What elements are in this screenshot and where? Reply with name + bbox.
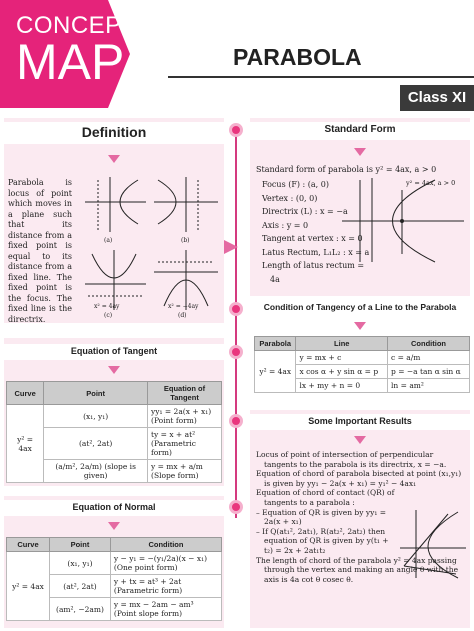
list-item: Locus of point of intersection of perpendicular tangents to the parabola is its directrix, x = −a. — [256, 450, 447, 469]
fig-eq-d: x² = −4ay — [168, 303, 199, 310]
table-cell: ln = am² — [388, 379, 470, 393]
tangent-heading: Equation of Tangent — [70, 346, 158, 356]
connector-dot — [229, 123, 243, 137]
table-row — [7, 552, 222, 575]
table-cell: (x₁, y₁) — [44, 405, 148, 428]
standard-form-heading: Standard Form — [324, 124, 396, 135]
fig-label-a: (a) — [104, 237, 113, 244]
table-cell: y² = 4ax — [7, 405, 44, 483]
table-cell: x cos α + y sin α = p — [296, 365, 388, 379]
parabola-figures — [80, 172, 222, 320]
definition-heading: Definition — [81, 124, 147, 140]
tangency-table — [254, 336, 470, 393]
fig-eq-c: x² = 4ay — [94, 303, 120, 310]
down-arrow-icon — [354, 436, 366, 444]
list-item: Axis : y = 0 — [262, 220, 309, 230]
tangent-table — [6, 381, 222, 483]
table-cell: (at², 2at) — [50, 575, 111, 598]
results-heading: Some Important Results — [308, 416, 412, 426]
standard-form-fig-caption: y² = 4ax, a > 0 — [406, 179, 456, 187]
table-header: Curve — [7, 538, 50, 552]
table-cell: y + tx = at³ + 2at (Parametric form) — [110, 575, 221, 598]
table-header: Point — [44, 382, 148, 405]
table-cell: c = a/m — [388, 351, 470, 365]
list-item: Equation of chord of contact (QR) of tangents to a parabola : — [256, 488, 395, 507]
table-cell: y = mx + c — [296, 351, 388, 365]
table-header: Equation of Tangent — [148, 382, 222, 405]
table-header: Condition — [110, 538, 221, 552]
table-cell: lx + my + n = 0 — [296, 379, 388, 393]
table-row — [7, 405, 222, 428]
connector-dot — [229, 345, 243, 359]
list-item: Length of latus rectum = 4a — [262, 261, 365, 284]
table-header: Condition — [388, 337, 470, 351]
fig-label-d: (d) — [178, 312, 187, 319]
list-item: Directrix (L) : x = −a — [262, 207, 348, 216]
table-cell: y² = 4ax — [7, 552, 50, 621]
banner-concept: CONCEPT — [16, 12, 137, 39]
connector-dot — [229, 500, 243, 514]
table-cell: y = mx + a/m (Slope form) — [148, 460, 222, 483]
class-badge: Class XI — [400, 85, 474, 111]
table-cell: (x₁, y₁) — [50, 552, 111, 575]
table-cell: y² = 4ax — [255, 351, 296, 393]
tangency-heading: Condition of Tangency of a Line to the Parabola — [263, 302, 457, 312]
table-cell: (a/m², 2a/m) (slope is given) — [44, 460, 148, 483]
table-header: Curve — [7, 382, 44, 405]
list-item: Latus Rectum, L₁L₂ : x = a — [262, 247, 370, 257]
table-header: Point — [50, 538, 111, 552]
connector-line — [235, 128, 237, 518]
list-item: Equation of chord of parabola bisected at point (x₁,y₁) is given by yy₁ − 2a(x + x₁) = y₁² − 4ax₁ — [256, 469, 462, 488]
page-title: PARABOLA — [233, 44, 362, 70]
normal-table — [6, 537, 222, 621]
standard-form-intro: Standard form of parabola is y² = 4ax, a > 0 — [256, 165, 437, 174]
down-arrow-icon — [108, 522, 120, 530]
fig-label-b: (b) — [181, 237, 190, 244]
table-cell: y = mx − 2am − am³ (Point slope form) — [110, 598, 221, 621]
down-arrow-icon — [354, 148, 366, 156]
chord-of-contact-figure — [398, 508, 468, 580]
table-header: Parabola — [255, 337, 296, 351]
table-row — [255, 351, 470, 365]
normal-heading: Equation of Normal — [72, 502, 156, 512]
standard-form-figure — [340, 176, 468, 264]
list-item: Focus (F) : (a, 0) — [262, 180, 329, 189]
table-cell: (at², 2at) — [44, 428, 148, 460]
title-underline — [168, 76, 474, 78]
table-cell: (am², −2am) — [50, 598, 111, 621]
list-item: Tangent at vertex : x = 0 — [262, 234, 363, 243]
down-arrow-icon — [108, 155, 120, 163]
table-cell: ty = x + at² (Parametric form) — [148, 428, 222, 460]
banner-map: MAP — [16, 34, 125, 90]
list-item: – Equation of QR is given by yy₁ = 2a(x + x₁) — [256, 507, 387, 527]
connector-dot — [229, 414, 243, 428]
connector-dot — [229, 302, 243, 316]
table-cell: yy₁ = 2a(x + x₁) (Point form) — [148, 405, 222, 428]
list-item: Vertex : (0, 0) — [262, 193, 318, 203]
table-header: Line — [296, 337, 388, 351]
list-item: – If Q(at₁², 2at₁), R(at₂², 2at₂) then equation of QR is given by y(t₁ + t₂) = 2x + 2at₁t₂ — [256, 526, 389, 555]
arrow-icon — [224, 240, 238, 254]
list-item: The length of chord of the parabola y² = 4ax passing through the vertex and making an angle θ with the axis is 4a cot θ cosec θ. — [256, 555, 459, 584]
table-cell: p = −a tan α sin α — [388, 365, 470, 379]
fig-label-c: (c) — [104, 312, 113, 319]
definition-text: Parabola is locus of point which moves in a plane such that its distance from a fixed point is equal to its distance from a fixed line. The fixed point is the focus. The fixed line is the directrix. — [8, 178, 72, 324]
down-arrow-icon — [108, 366, 120, 374]
table-cell: y − y₁ = −(y₁/2a)(x − x₁) (One point form) — [110, 552, 221, 575]
down-arrow-icon — [354, 322, 366, 330]
